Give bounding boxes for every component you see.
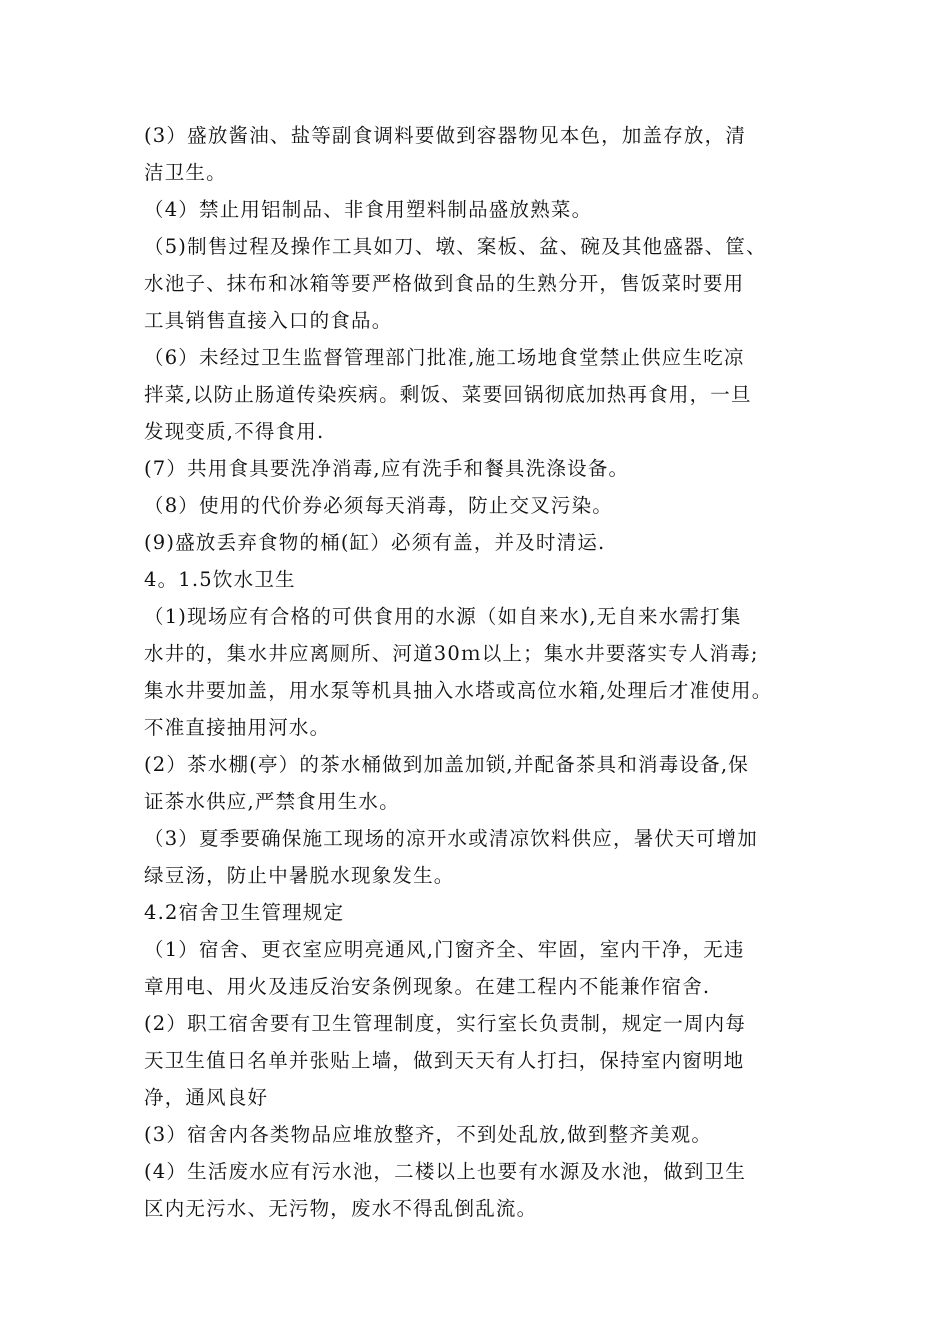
text-line: (9)盛放丢弃食物的桶(缸）必须有盖，并及时清运. — [144, 531, 606, 554]
text-line: 绿豆汤，防止中暑脱水现象发生。 — [144, 864, 455, 887]
text-line: 水井的，集水井应离厕所、河道30ｍ以上；集水井要落实专人消毒; — [144, 642, 759, 665]
text-line: 拌菜,以防止肠道传染疾病。剩饭、菜要回锅彻底加热再食用，一旦 — [144, 383, 752, 406]
text-line: (7）共用食具要洗净消毒,应有洗手和餐具洗涤设备。 — [144, 457, 630, 480]
text-line: （5)制售过程及操作工具如刀、墩、案板、盆、碗及其他盛器、筐、 — [144, 235, 767, 258]
text-line: 水池子、抹布和冰箱等要严格做到食品的生熟分开，售饭菜时要用 — [144, 272, 745, 295]
text-line: 工具销售直接入口的食品。 — [144, 309, 393, 332]
text-line: (3）宿舍内各类物品应堆放整齐，不到处乱放,做到整齐美观。 — [144, 1123, 713, 1146]
text-line: （4）禁止用铝制品、非食用塑料制品盛放熟菜。 — [144, 198, 593, 221]
section-heading: 4.2宿舍卫生管理规定 — [144, 901, 345, 924]
text-line: （1）宿舍、更衣室应明亮通风,门窗齐全、牢固，室内干净，无违 — [144, 938, 745, 961]
text-line: （8）使用的代价券必须每天消毒，防止交叉污染。 — [144, 494, 614, 517]
text-line: （3）夏季要确保施工现场的凉开水或清凉饮料供应，暑伏天可增加 — [144, 827, 758, 850]
text-line: 洁卫生。 — [144, 161, 227, 184]
section-heading: 4。1.5饮水卫生 — [144, 568, 296, 591]
text-line: （6）未经过卫生监督管理部门批准,施工场地食堂禁止供应生吃凉 — [144, 346, 745, 369]
document-body — [144, 117, 816, 1227]
text-line: 净，通风良好 — [144, 1086, 269, 1109]
text-line: （1)现场应有合格的可供食用的水源（如自来水),无自来水需打集 — [144, 605, 742, 628]
text-line: 章用电、用火及违反治安条例现象。在建工程内不能兼作宿舍. — [144, 975, 711, 998]
text-line: 不准直接抽用河水。 — [144, 716, 331, 739]
text-line: 集水井要加盖，用水泵等机具抽入水塔或高位水箱,处理后才准使用。 — [144, 679, 773, 702]
text-line: (4）生活废水应有污水池，二楼以上也要有水源及水池，做到卫生 — [144, 1160, 747, 1183]
text-line: 发现变质,不得食用. — [144, 420, 325, 443]
text-line: (2）职工宿舍要有卫生管理制度，实行室长负责制，规定一周内每 — [144, 1012, 747, 1035]
text-line: 区内无污水、无污物，废水不得乱倒乱流。 — [144, 1197, 538, 1220]
text-line: 证茶水供应,严禁食用生水。 — [144, 790, 400, 813]
text-line: (3）盛放酱油、盐等副食调料要做到容器物见本色，加盖存放，清 — [144, 124, 747, 147]
text-line: 天卫生值日名单并张贴上墙，做到天天有人打扫，保持室内窗明地 — [144, 1049, 745, 1072]
text-line: (2）茶水棚(亭）的茶水桶做到加盖加锁,并配备茶具和消毒设备,保 — [144, 753, 749, 776]
